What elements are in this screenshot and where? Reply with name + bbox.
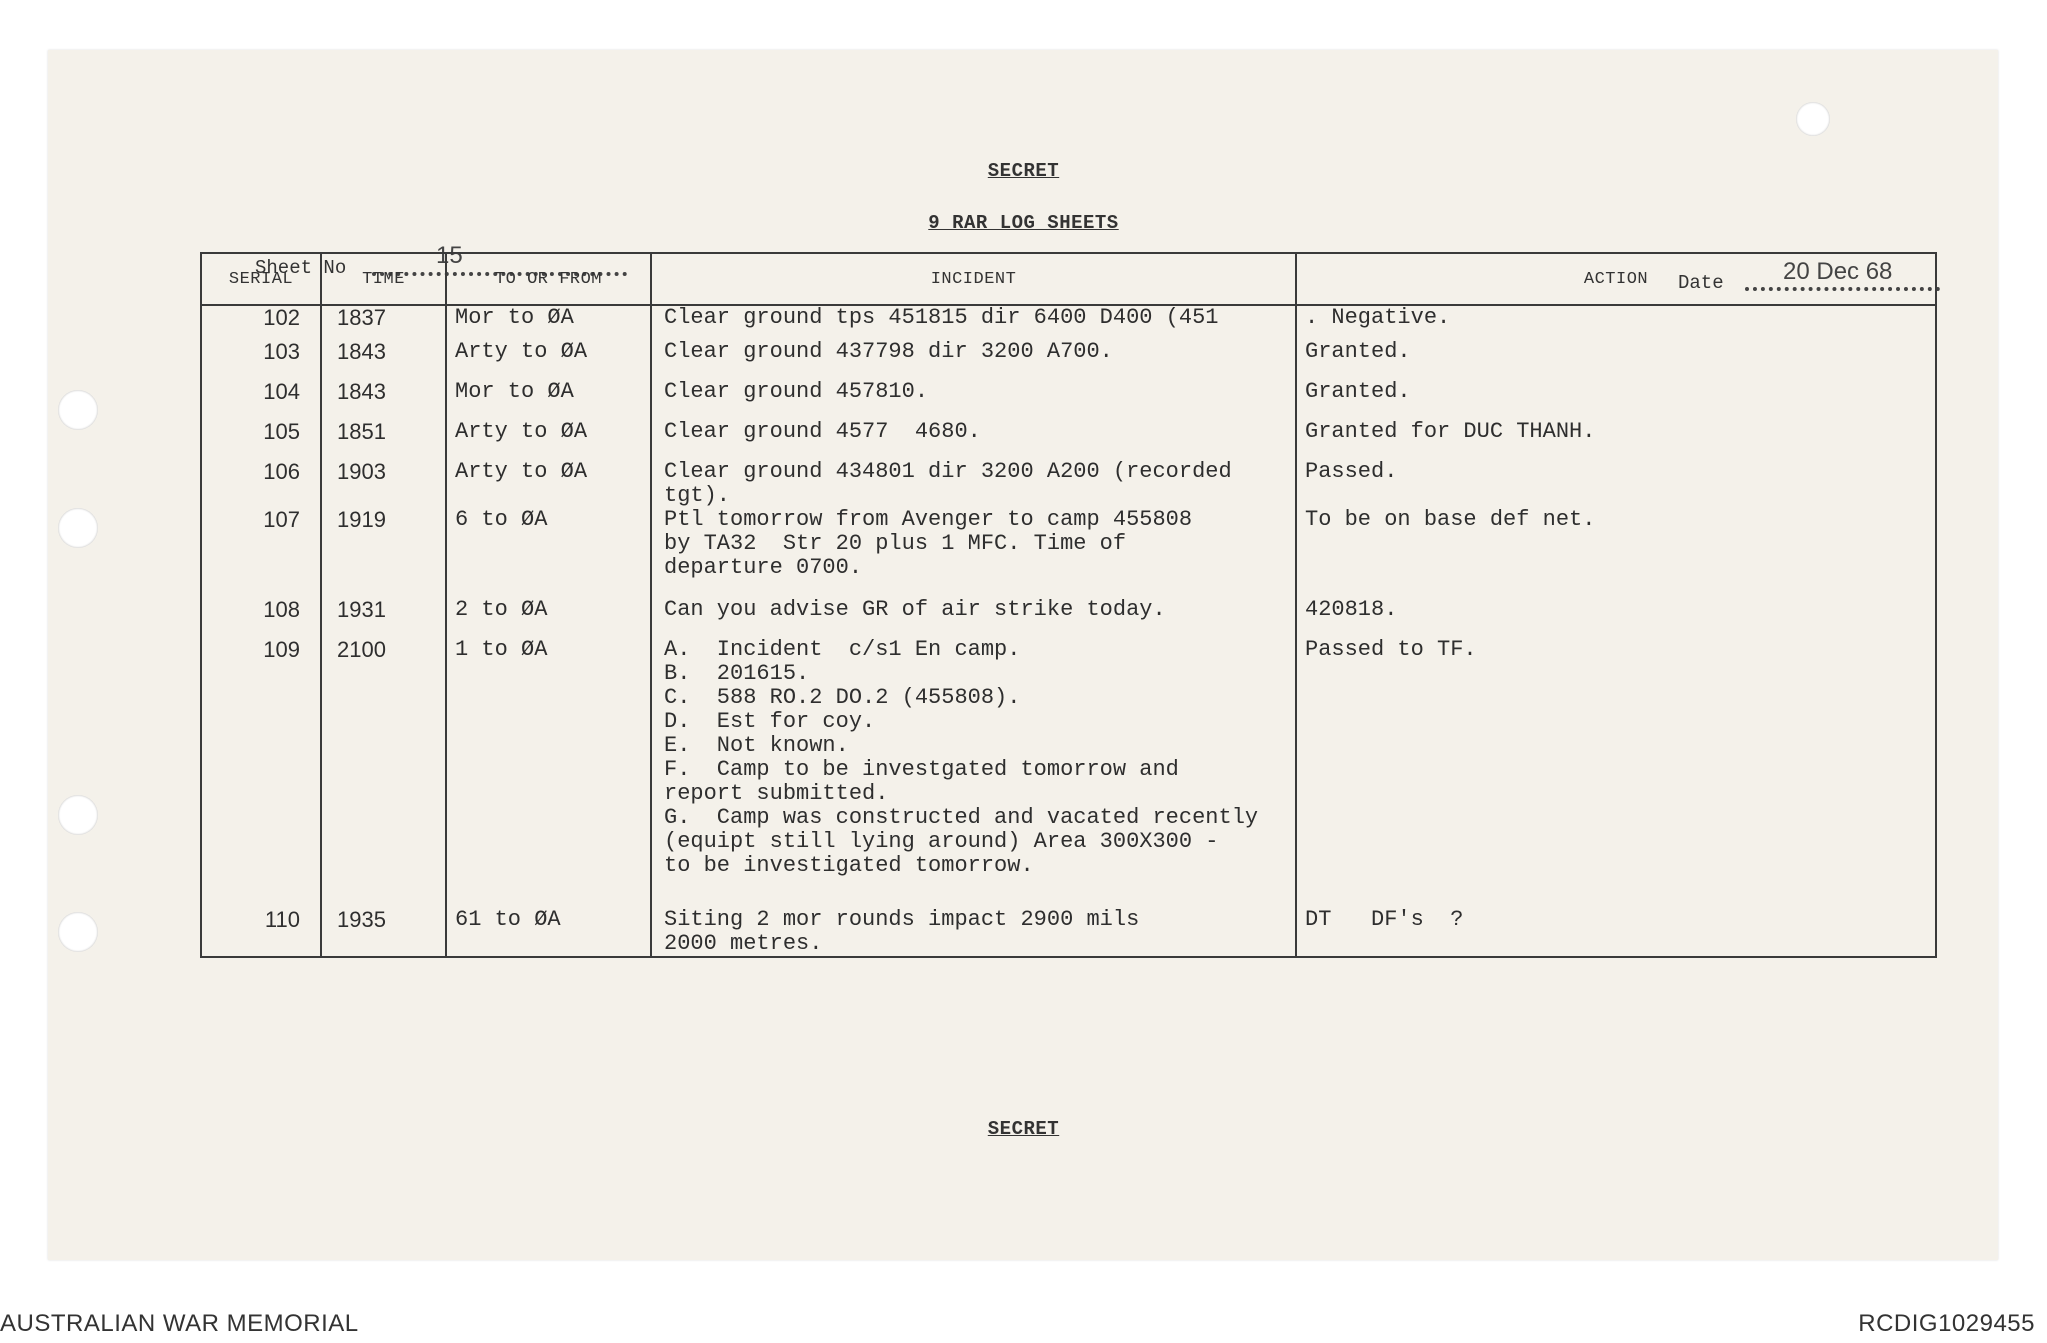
date-label: Date: [1678, 272, 1724, 294]
log-table: [200, 252, 1937, 958]
footer-source: AUSTRALIAN WAR MEMORIAL: [0, 1310, 359, 1337]
serial-cell: 110: [201, 908, 321, 957]
sheet-no-value: 15: [436, 242, 463, 269]
time-cell: 1935: [321, 908, 446, 957]
serial-cell: 107: [201, 508, 321, 598]
table-row: [201, 598, 1936, 638]
serial-cell: 102: [201, 305, 321, 340]
time-cell: 2100: [321, 638, 446, 908]
time-cell: 1903: [321, 460, 446, 508]
tofrom-cell: Mor to ØA: [446, 305, 651, 340]
table-row: [201, 460, 1936, 508]
punch-hole: [58, 912, 98, 952]
punch-hole: [58, 390, 98, 430]
action-cell: DT DF's ?: [1296, 908, 1936, 957]
action-cell: Granted for DUC THANH.: [1296, 420, 1936, 460]
table-row: [201, 340, 1936, 380]
incident-cell: Can you advise GR of air strike today.: [651, 598, 1296, 638]
date-value: 20 Dec 68: [1783, 258, 1893, 285]
incident-cell: Clear ground 4577 4680.: [651, 420, 1296, 460]
punch-hole: [58, 508, 98, 548]
serial-cell: 103: [201, 340, 321, 380]
table-header-row: [201, 253, 1936, 305]
punch-hole: [1796, 102, 1830, 136]
time-header: TIME: [321, 253, 446, 305]
sheet-no-label: Sheet No: [255, 257, 347, 279]
action-cell: To be on base def net.: [1296, 508, 1936, 598]
tofrom-cell: 6 to ØA: [446, 508, 651, 598]
action-header: ACTION: [1296, 253, 1936, 305]
incident-cell: Ptl tomorrow from Avenger to camp 455808 by TA32 Str 20 plus 1 MFC. Time of departure 0700.: [651, 508, 1296, 598]
action-cell: Granted.: [1296, 380, 1936, 420]
classification-bottom: SECRET: [987, 1118, 1060, 1140]
table-row: [201, 638, 1936, 908]
table-row: [201, 420, 1936, 460]
tofrom-cell: 61 to ØA: [446, 908, 651, 957]
incident-header: INCIDENT: [651, 253, 1296, 305]
action-cell: Passed.: [1296, 460, 1936, 508]
action-cell: . Negative.: [1296, 305, 1936, 340]
serial-cell: 105: [201, 420, 321, 460]
document-title: 9 RAR LOG SHEETS: [928, 212, 1119, 234]
tofrom-header: TO OR FROM: [446, 253, 651, 305]
tofrom-cell: Arty to ØA: [446, 460, 651, 508]
action-cell: Passed to TF.: [1296, 638, 1936, 908]
incident-cell: Clear ground 437798 dir 3200 A700.: [651, 340, 1296, 380]
classification-top: SECRET: [987, 160, 1060, 182]
incident-cell: Clear ground tps 451815 dir 6400 D400 (451: [651, 305, 1296, 340]
time-cell: 1837: [321, 305, 446, 340]
tofrom-cell: 2 to ØA: [446, 598, 651, 638]
time-cell: 1931: [321, 598, 446, 638]
time-cell: 1843: [321, 380, 446, 420]
time-cell: 1919: [321, 508, 446, 598]
punch-hole: [58, 795, 98, 835]
tofrom-cell: 1 to ØA: [446, 638, 651, 908]
serial-cell: 109: [201, 638, 321, 908]
serial-cell: 108: [201, 598, 321, 638]
time-cell: 1843: [321, 340, 446, 380]
serial-cell: 106: [201, 460, 321, 508]
action-cell: Granted.: [1296, 340, 1936, 380]
incident-cell: A. Incident c/s1 En camp. B. 201615. C. 588 RO.2 DO.2 (455808). D. Est for coy. E. Not known. F. Camp to be investgated tomorrow and report submitted. G. Camp was constructed and vacated recently (equipt still lying around) Area 300X300 - to be investigated tomorrow.: [651, 638, 1296, 908]
table-row: [201, 508, 1936, 598]
tofrom-cell: Arty to ØA: [446, 420, 651, 460]
time-cell: 1851: [321, 420, 446, 460]
footer-reference: RCDIG1029455: [1858, 1310, 2035, 1337]
serial-header: SERIAL: [201, 253, 321, 305]
tofrom-cell: Mor to ØA: [446, 380, 651, 420]
table-row: [201, 305, 1936, 340]
action-cell: 420818.: [1296, 598, 1936, 638]
tofrom-cell: Arty to ØA: [446, 340, 651, 380]
incident-cell: Clear ground 457810.: [651, 380, 1296, 420]
table-row: [201, 908, 1936, 957]
table-row: [201, 380, 1936, 420]
serial-cell: 104: [201, 380, 321, 420]
incident-cell: Siting 2 mor rounds impact 2900 mils 2000 metres.: [651, 908, 1296, 957]
incident-cell: Clear ground 434801 dir 3200 A200 (recorded tgt).: [651, 460, 1296, 508]
